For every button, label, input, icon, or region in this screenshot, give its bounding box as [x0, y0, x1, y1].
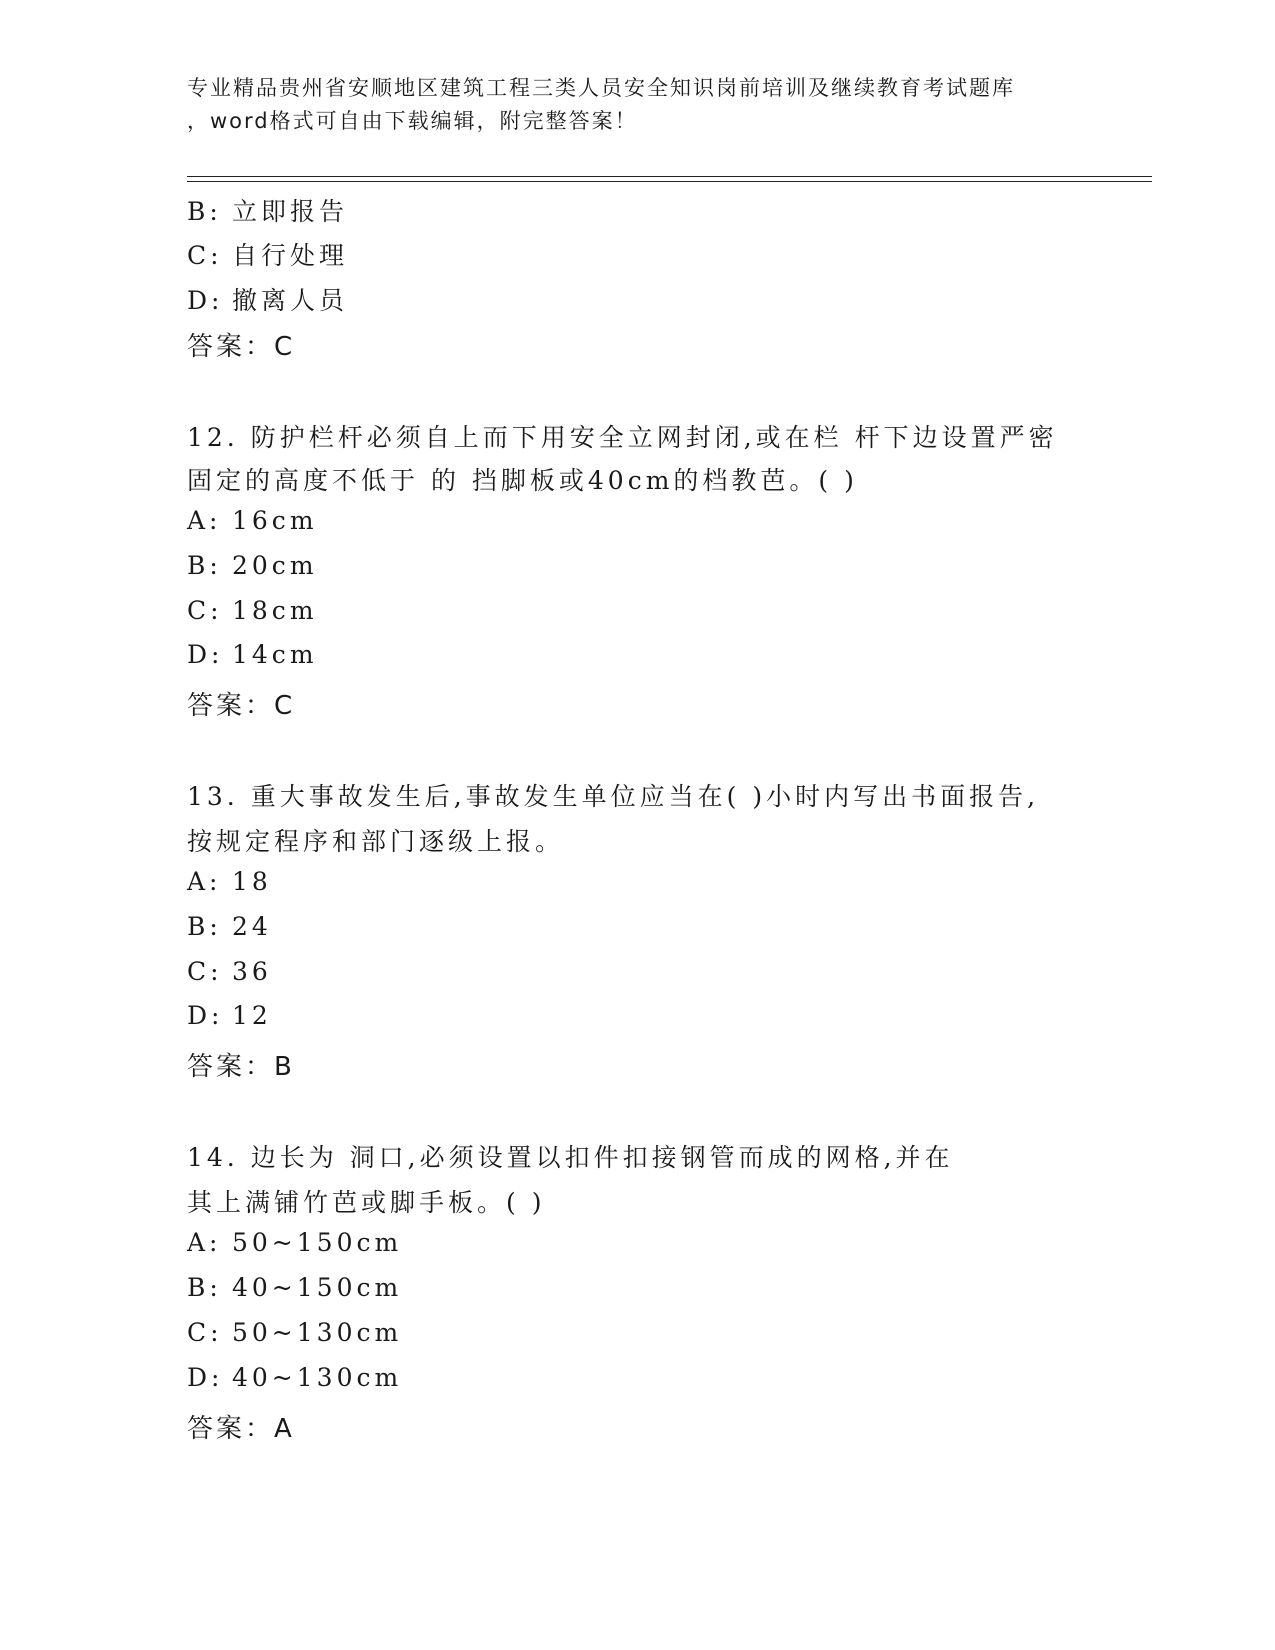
option-text: 立即报告: [232, 197, 349, 226]
q12-answer: 答案：C: [187, 691, 296, 721]
q13-option-a: [187, 867, 272, 896]
q14-option-b: [187, 1273, 402, 1302]
option-label: A:: [187, 867, 222, 896]
q13-stem-line-1: 13. 重大事故发生后,事故发生单位应当在( )小时内写出书面报告,: [187, 782, 1040, 811]
option-text: 撤离人员: [232, 286, 349, 315]
option-text: 14cm: [232, 640, 318, 669]
q14-option-d: [187, 1363, 402, 1392]
option-text: 自行处理: [232, 241, 349, 270]
q12-option-b: [187, 551, 318, 580]
option-text: 12: [232, 1001, 272, 1030]
q11-option-c: [187, 236, 348, 272]
option-label: A:: [187, 1228, 222, 1257]
option-text: 24: [232, 912, 272, 941]
option-label: D:: [187, 1001, 224, 1030]
option-label: B:: [187, 551, 222, 580]
q13-option-d: [187, 1001, 272, 1030]
option-text: 20cm: [232, 551, 318, 580]
q14-stem-line-2: 其上满铺竹芭或脚手板。( ): [187, 1188, 546, 1217]
header-divider-top: [187, 176, 1152, 177]
option-label: A:: [187, 506, 222, 535]
q14-answer: 答案：A: [187, 1414, 295, 1444]
option-label: C:: [187, 596, 223, 625]
option-label: B:: [187, 197, 222, 226]
option-label: C:: [187, 1318, 223, 1347]
q13-stem-line-2: 按规定程序和部门逐级上报。: [187, 827, 565, 856]
option-label: D:: [187, 286, 224, 315]
q12-option-d: [187, 640, 318, 669]
q14-stem-line-1: 14. 边长为 洞口,必须设置以扣件扣接钢管而成的网格,并在: [187, 1143, 954, 1172]
header-line-1: 专业精品贵州省安顺地区建筑工程三类人员安全知识岗前培训及继续教育考试题库: [187, 76, 1015, 100]
option-text: 18: [232, 867, 272, 896]
option-label: C:: [187, 957, 223, 986]
option-text: 50~130cm: [232, 1318, 403, 1347]
option-label: D:: [187, 640, 224, 669]
q12-stem-line-2: 固定的高度不低于 的 挡脚板或40cm的档教芭。( ): [187, 466, 858, 495]
option-label: B:: [187, 912, 222, 941]
q13-option-b: [187, 912, 272, 941]
option-label: B:: [187, 1273, 222, 1302]
option-text: 50~150cm: [232, 1228, 403, 1257]
document-header: [187, 72, 1087, 138]
option-label: D:: [187, 1363, 224, 1392]
header-line-2: ，word格式可自由下载编辑，附完整答案！: [187, 109, 638, 133]
q13-answer: 答案：B: [187, 1052, 295, 1082]
q11-option-b: [187, 192, 348, 228]
option-text: 36: [232, 957, 272, 986]
option-text: 40~130cm: [232, 1363, 403, 1392]
q12-option-a: [187, 506, 318, 535]
option-text: 18cm: [232, 596, 318, 625]
q11-option-d: [187, 281, 348, 317]
q14-option-c: [187, 1318, 402, 1347]
q14-option-a: [187, 1228, 402, 1257]
q12-stem-line-1: 12. 防护栏杆必须自上而下用安全立网封闭,或在栏 杆下边设置严密: [187, 423, 1058, 452]
q11-answer: 答案：C: [187, 332, 296, 362]
q13-option-c: [187, 957, 272, 986]
option-text: 40~150cm: [232, 1273, 403, 1302]
option-label: C:: [187, 241, 223, 270]
header-divider-bottom: [187, 181, 1152, 182]
option-text: 16cm: [232, 506, 318, 535]
q12-option-c: [187, 596, 318, 625]
